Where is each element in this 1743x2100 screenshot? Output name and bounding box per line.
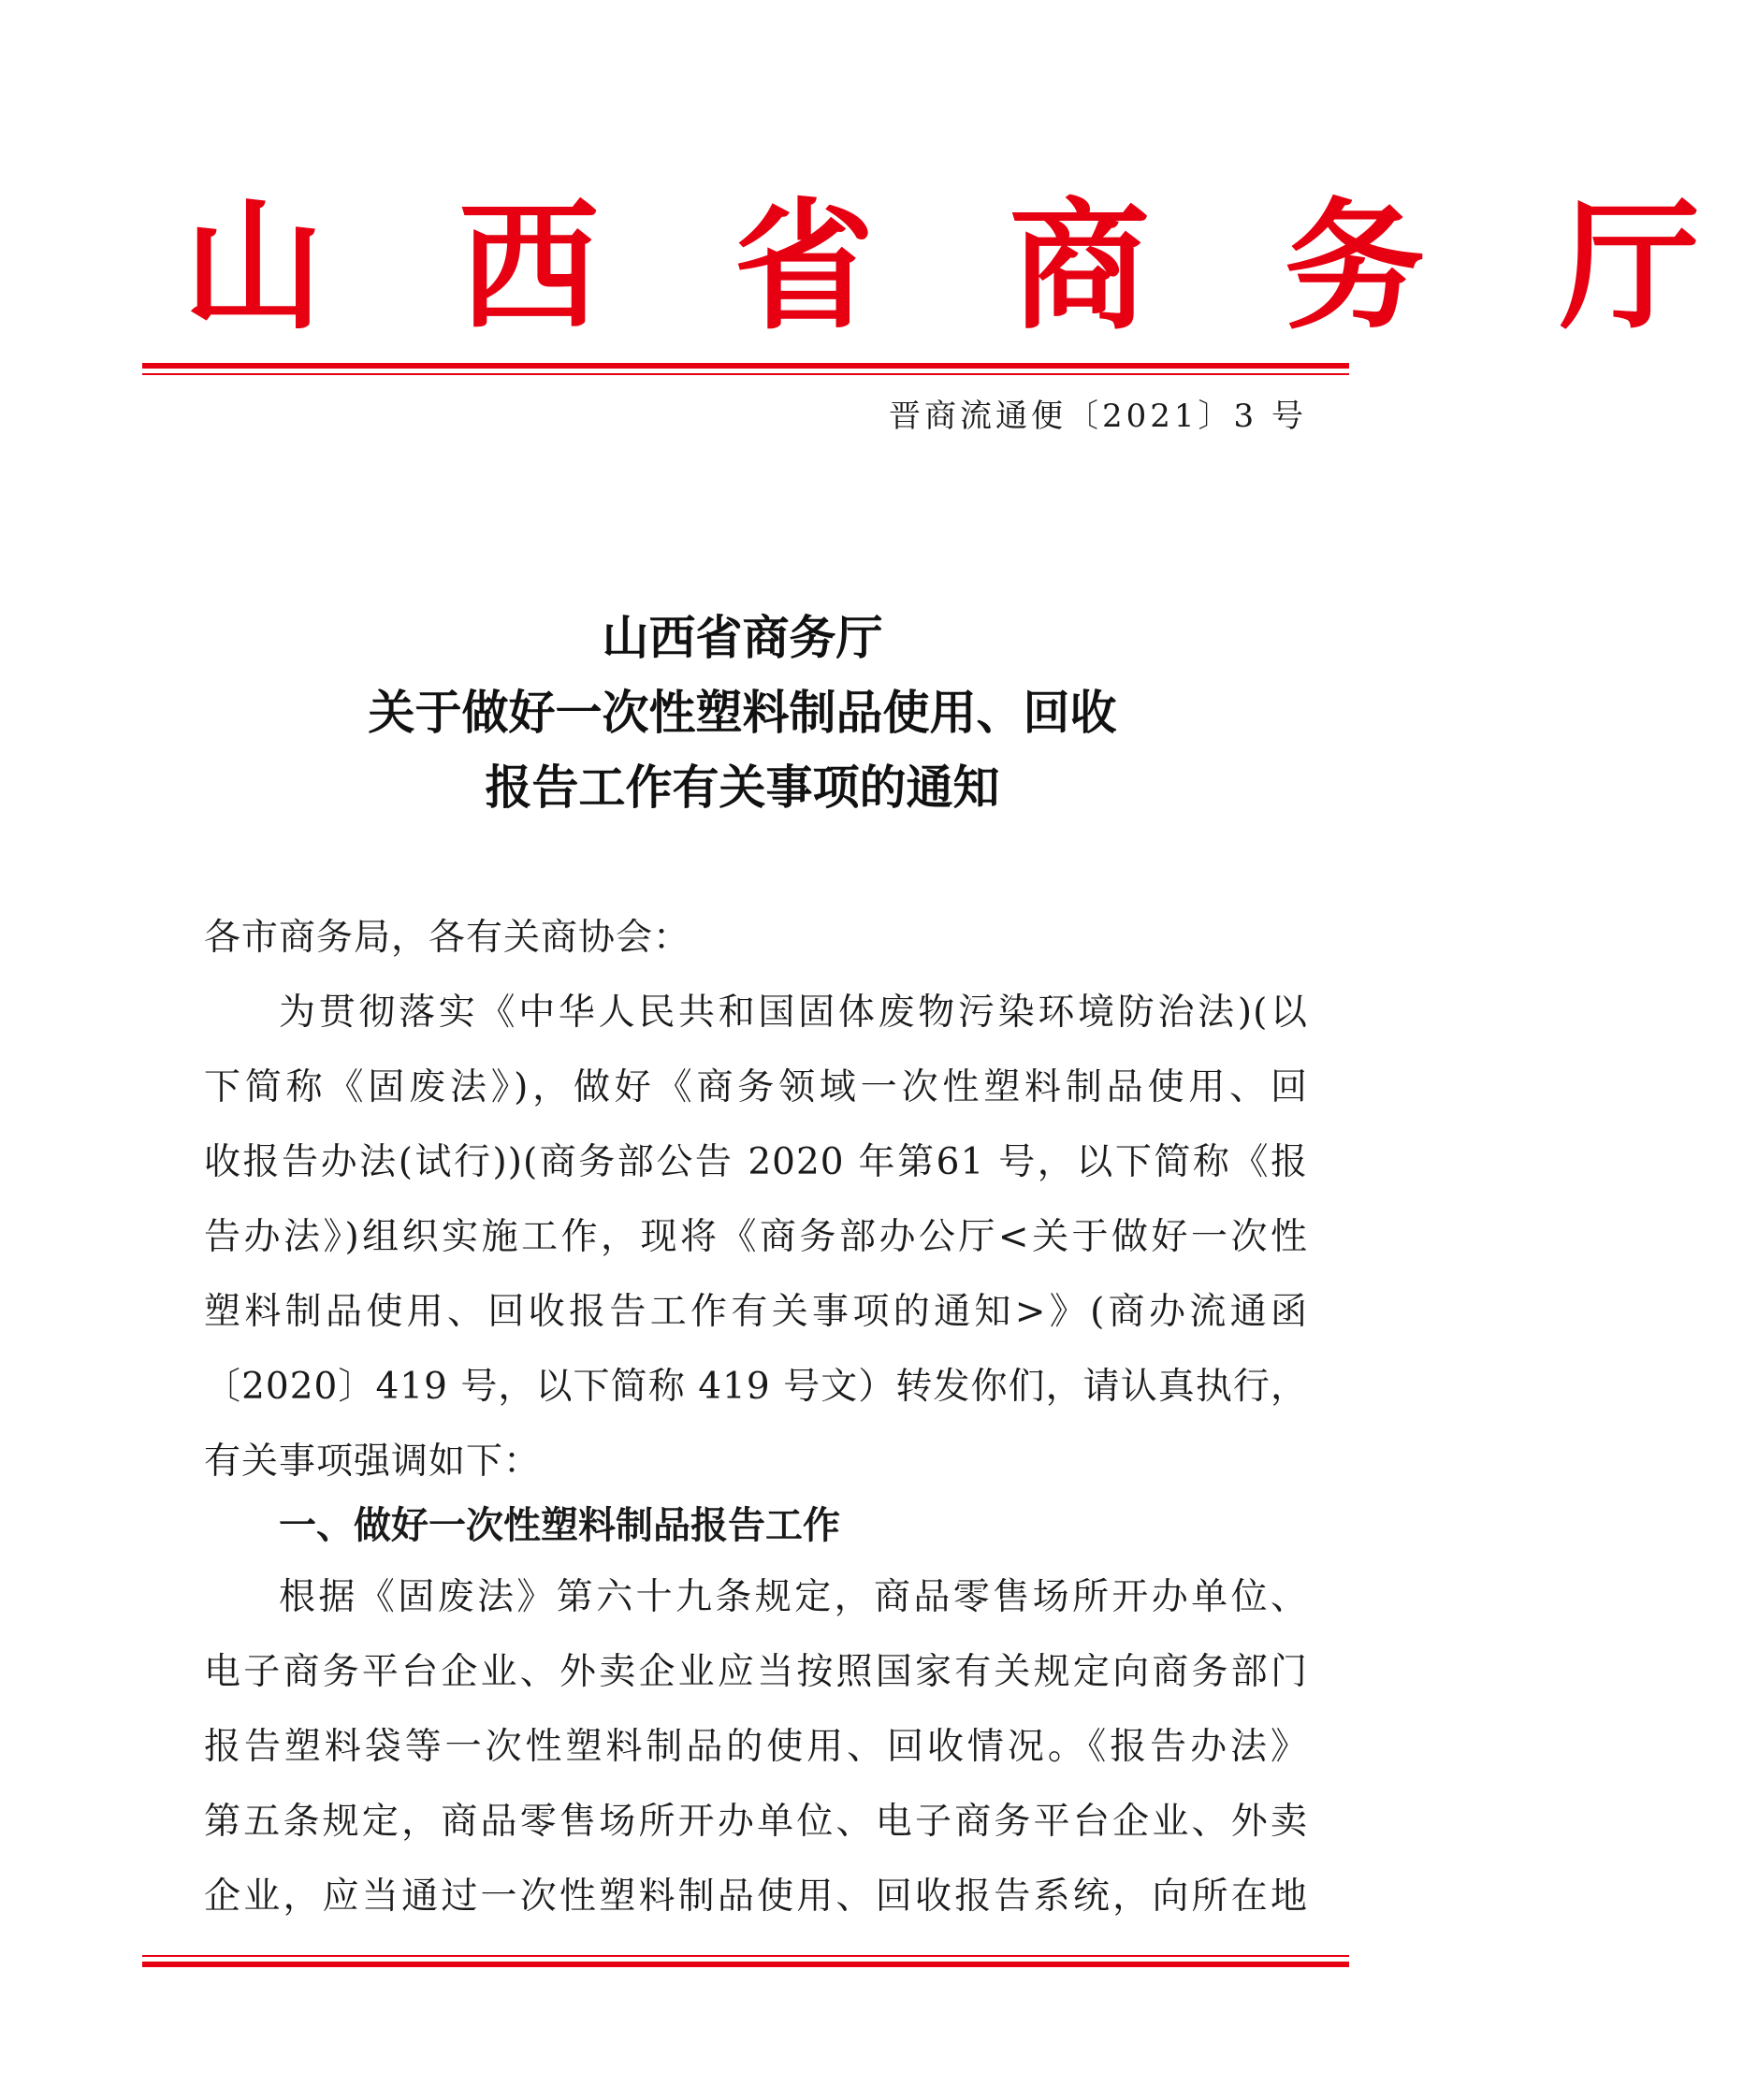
paragraph-line: 根据《固废法》第六十九条规定，商品零售场所开办单位、 (279, 1576, 1308, 1618)
section-heading: 一、做好一次性塑料制品报告工作 (279, 1504, 840, 1547)
document-number: 晋商流通便〔2021〕3 号 (889, 398, 1307, 435)
paragraph-line: 下简称《固废法》)，做好《商务领域一次性塑料制品使用、回 (204, 1066, 1308, 1108)
document-title-line: 报告工作有关事项的通知 (485, 760, 1000, 815)
paragraph-line: 为贯彻落实《中华人民共和国固体废物污染环境防治法)(以 (279, 992, 1308, 1034)
footer-divider-thin (142, 1955, 1349, 1957)
issuing-authority-header: 山 西 省 商 务 厅 (183, 184, 1743, 349)
paragraph-line: 电子商务平台企业、外卖企业应当按照国家有关规定向商务部门 (204, 1651, 1308, 1693)
paragraph-line: 告办法》)组织实施工作，现将《商务部办公厅<关于做好一次性 (204, 1216, 1308, 1258)
header-divider-thin (142, 373, 1349, 375)
header-divider-thick (142, 363, 1349, 369)
paragraph-line: 企业，应当通过一次性塑料制品使用、回收报告系统，向所在地 (204, 1876, 1308, 1918)
document-title-line: 山西省商务厅 (602, 610, 883, 665)
footer-divider-thick (142, 1962, 1349, 1967)
paragraph-line: 收报告办法(试行))(商务部公告 2020 年第61 号，以下简称《报 (204, 1141, 1308, 1183)
salutation: 各市商务局，各有关商协会： (204, 917, 691, 959)
paragraph-line: 〔2020〕419 号，以下简称 419 号文）转发你们，请认真执行， (204, 1366, 1308, 1408)
document-title-line: 关于做好一次性塑料制品使用、回收 (368, 685, 1117, 740)
paragraph-line: 有关事项强调如下： (204, 1441, 542, 1483)
paragraph-line: 塑料制品使用、回收报告工作有关事项的通知>》(商办流通函 (204, 1291, 1308, 1333)
paragraph-line: 报告塑料袋等一次性塑料制品的使用、回收情况。《报告办法》 (204, 1726, 1308, 1768)
paragraph-line: 第五条规定，商品零售场所开办单位、电子商务平台企业、外卖 (204, 1801, 1308, 1843)
